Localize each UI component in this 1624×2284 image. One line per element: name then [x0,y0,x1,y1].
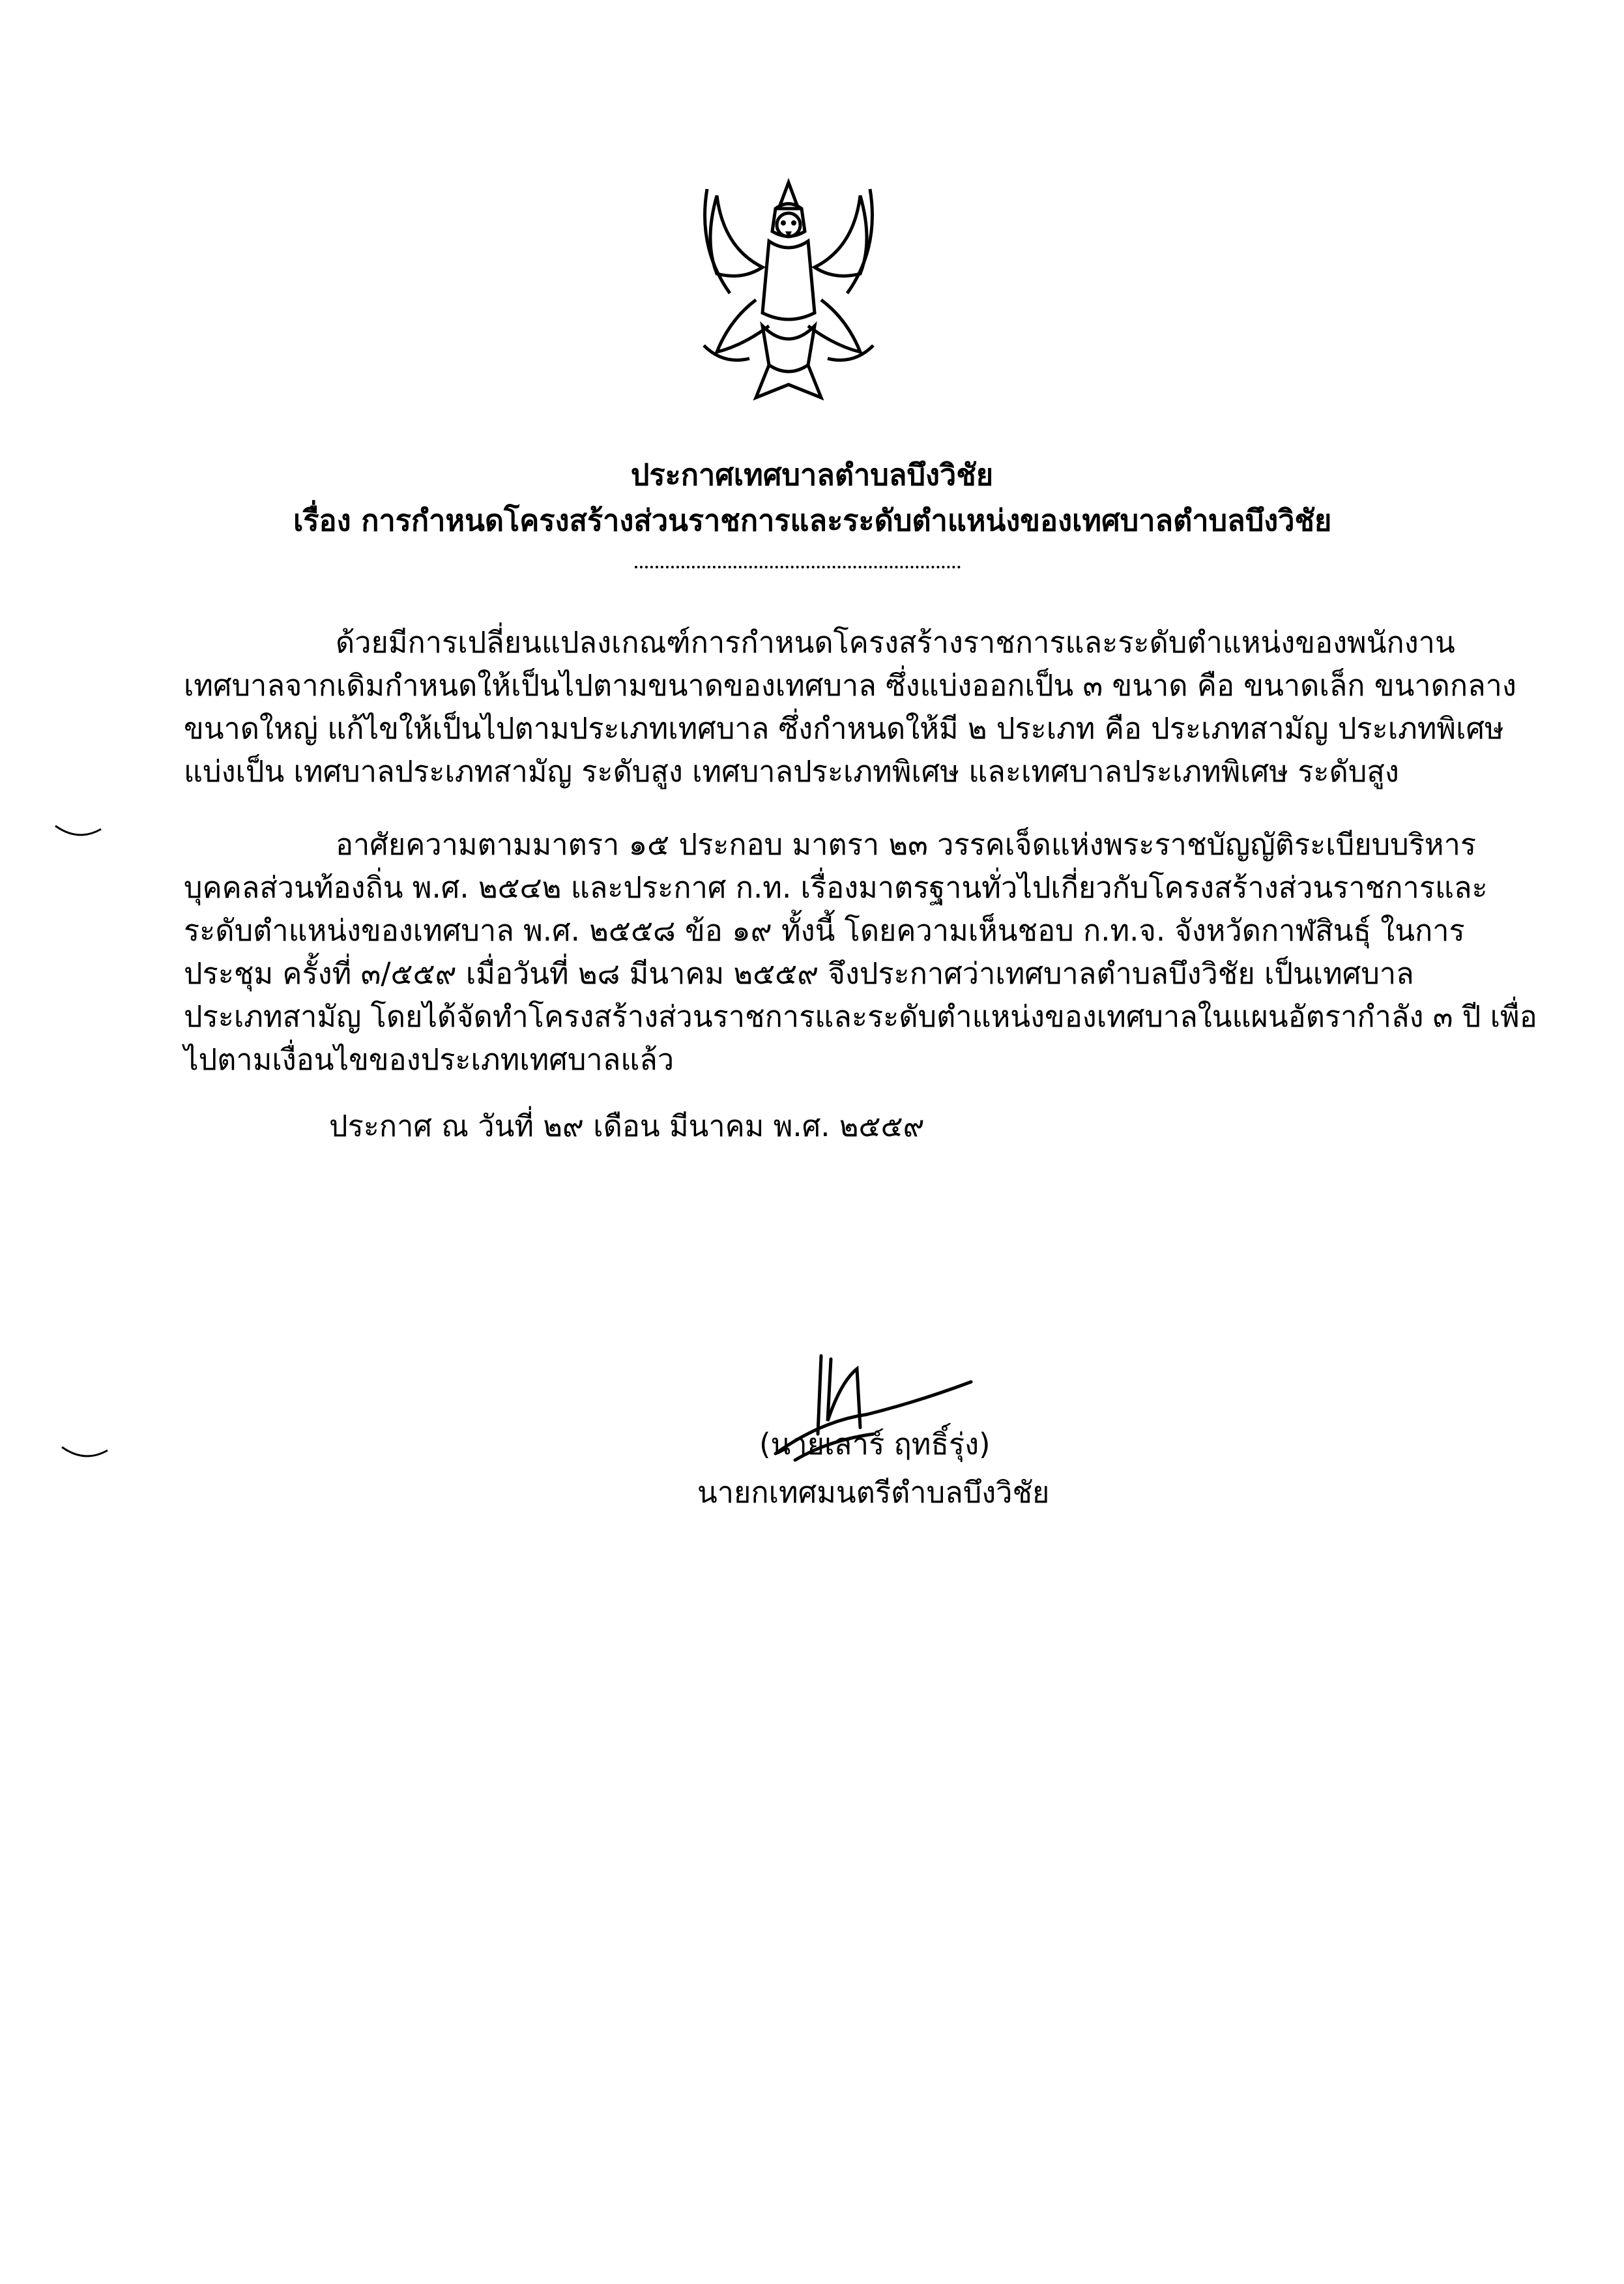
announce-date: ประกาศ ณ วันที่ ๒๙ เดือน มีนาคม พ.ศ. ๒๕๕๙ [329,1109,925,1143]
paragraph2-line: บุคคลส่วนท้องถิ่น พ.ศ. ๒๕๔๒ และประกาศ ก.ท. เรื่องมาตรฐานทั่วไปเกี่ยวกับโครงสร้างส่วนราชการและ [184,870,1488,905]
paragraph2-line: ประเภทสามัญ โดยได้จัดทำโครงสร้างส่วนราชการและระดับตำแหน่งของเทศบาลในแผนอัตรากำลัง ๓ ปี เพื่อ [184,999,1537,1034]
signer-name: (นายเสาร์ ฤทธิ์รุ่ง) [759,1427,991,1461]
paragraph1-line: เทศบาลจากเดิมกำหนดให้เป็นไปตามขนาดของเทศบาล ซึ่งแบ่งออกเป็น ๓ ขนาด คือ ขนาดเล็ก ขนาดกลาง [184,668,1516,703]
title-divider [635,566,961,568]
paragraph2-line: อาศัยความตามมาตรา ๑๕ ประกอบ มาตรา ๒๓ วรรคเจ็ดแห่งพระราชบัญญัติระเบียบบริหาร [336,827,1477,862]
paragraph1-line: ด้วยมีการเปลี่ยนแปลงเกณฑ์การกำหนดโครงสร้างราชการและระดับตำแหน่งของพนักงาน [336,625,1455,660]
announcement-title: ประกาศเทศบาลตำบลบึงวิชัย [630,458,994,492]
paragraph1-line: แบ่งเป็น เทศบาลประเภทสามัญ ระดับสูง เทศบาลประเภทพิเศษ และเทศบาลประเภทพิเศษ ระดับสูง [184,754,1399,789]
signer-position: นายกเทศมนตรีตำบลบึงวิชัย [697,1475,1050,1510]
punch-hole-mark-icon [59,1444,111,1463]
announcement-subject: เรื่อง การกำหนดโครงสร้างส่วนราชการและระดับตำแหน่งของเทศบาลตำบลบึงวิชัย [293,503,1332,538]
paragraph1-line: ขนาดใหญ่ แก้ไขให้เป็นไปตามประเภทเทศบาล ซึ่งกำหนดให้มี ๒ ประเภท คือ ประเภทสามัญ ประเภทพิเศษ [184,711,1504,746]
paragraph2-line: ประชุม ครั้งที่ ๓/๕๕๙ เมื่อวันที่ ๒๘ มีนาคม ๒๕๕๙ จึงประกาศว่าเทศบาลตำบลบึงวิชัย เป็นเทศบาล [184,956,1414,991]
punch-hole-mark-icon [52,823,104,842]
garuda-emblem-icon [678,169,899,411]
paragraph2-line: ระดับตำแหน่งของเทศบาล พ.ศ. ๒๕๕๘ ข้อ ๑๙ ทั้งนี้ โดยความเห็นชอบ ก.ท.จ. จังหวัดกาฬสินธุ์ ในการ [184,913,1465,948]
paragraph2-line: ไปตามเงื่อนไขของประเภทเทศบาลแล้ว [184,1042,674,1077]
